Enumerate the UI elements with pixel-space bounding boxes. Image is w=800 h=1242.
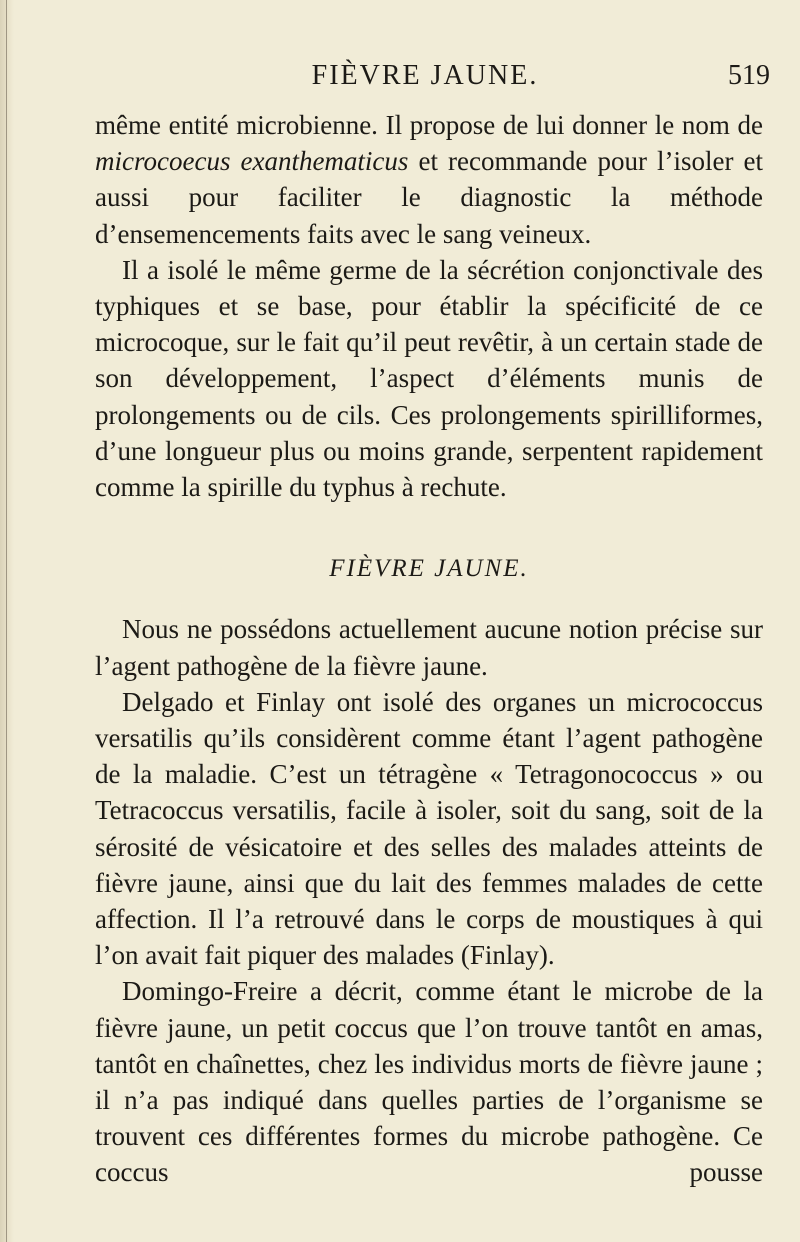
paragraph-3: Nous ne possédons actuellement aucune notion précise sur l’agent pathogène de la fièvre jaune. (95, 614, 763, 681)
p1-line-1: même entité microbienne. Il propose de lui donner le (95, 110, 675, 140)
p1-line-3: pour l’isoler et aussi pour faciliter le diagnostic la (95, 146, 763, 213)
paragraph-4: Delgado et Finlay ont isolé des organes un micrococcus versatilis qu’ils considèrent comme étant l’agent pathogène de la maladie. C’est un tétragène « Tetragonococcus » ou Tetracoccus versatilis, facile à isoler, soit du sang, soit de la sérosité de vésicatoire et des selles des malades atteints de fièvre jaune, ainsi que du lait des femmes malades de cette affection. Il l’a retrouvé dans le corps de moustiques à qui l’on avait fait piquer des malades (Finlay). (95, 686, 763, 971)
page-header (80, 60, 770, 100)
body-text (95, 107, 763, 1191)
page-left-edge (0, 0, 14, 1242)
page-number: 519 (728, 60, 770, 91)
running-head: FIÈVRE JAUNE. (311, 60, 539, 91)
species-name: microcoecus exanthematicus (95, 146, 409, 177)
paragraph-2: Il a isolé le même germe de la sécrétion conjonctivale des typhiques et se base, pour établir la spécificité de ce microcoque, sur le fait qu’il peut revêtir, à un certain stade de son développement, l’aspect d’éléments munis de prolongements ou de cils. Ces prolongements spirilliformes, d’une longueur plus ou moins grande, serpentent rapidement comme la spirille du typhus à rechute. (95, 254, 763, 503)
paragraph-1 (95, 107, 763, 252)
p1-line-4: méthode d’ensemencements faits avec le sang (95, 182, 763, 249)
p1-line-2a: nom de (681, 110, 764, 140)
p1-line-5: veineux. (499, 218, 592, 249)
section-heading: FIÈVRE JAUNE. (329, 555, 529, 583)
p1-line-2b: et recommande (408, 146, 588, 177)
paragraph-5: Domingo-Freire a décrit, comme étant le microbe de la fièvre jaune, un petit coccus que l’on trouve tantôt en amas, tantôt en chaînettes, chez les individus morts de fièvre jaune ; il n’a pas indiqué dans quelles parties de l’organisme se trouvent ces différentes formes du microbe pathogène. Ce coccus pousse (95, 976, 763, 1188)
binding-line (6, 0, 7, 1242)
